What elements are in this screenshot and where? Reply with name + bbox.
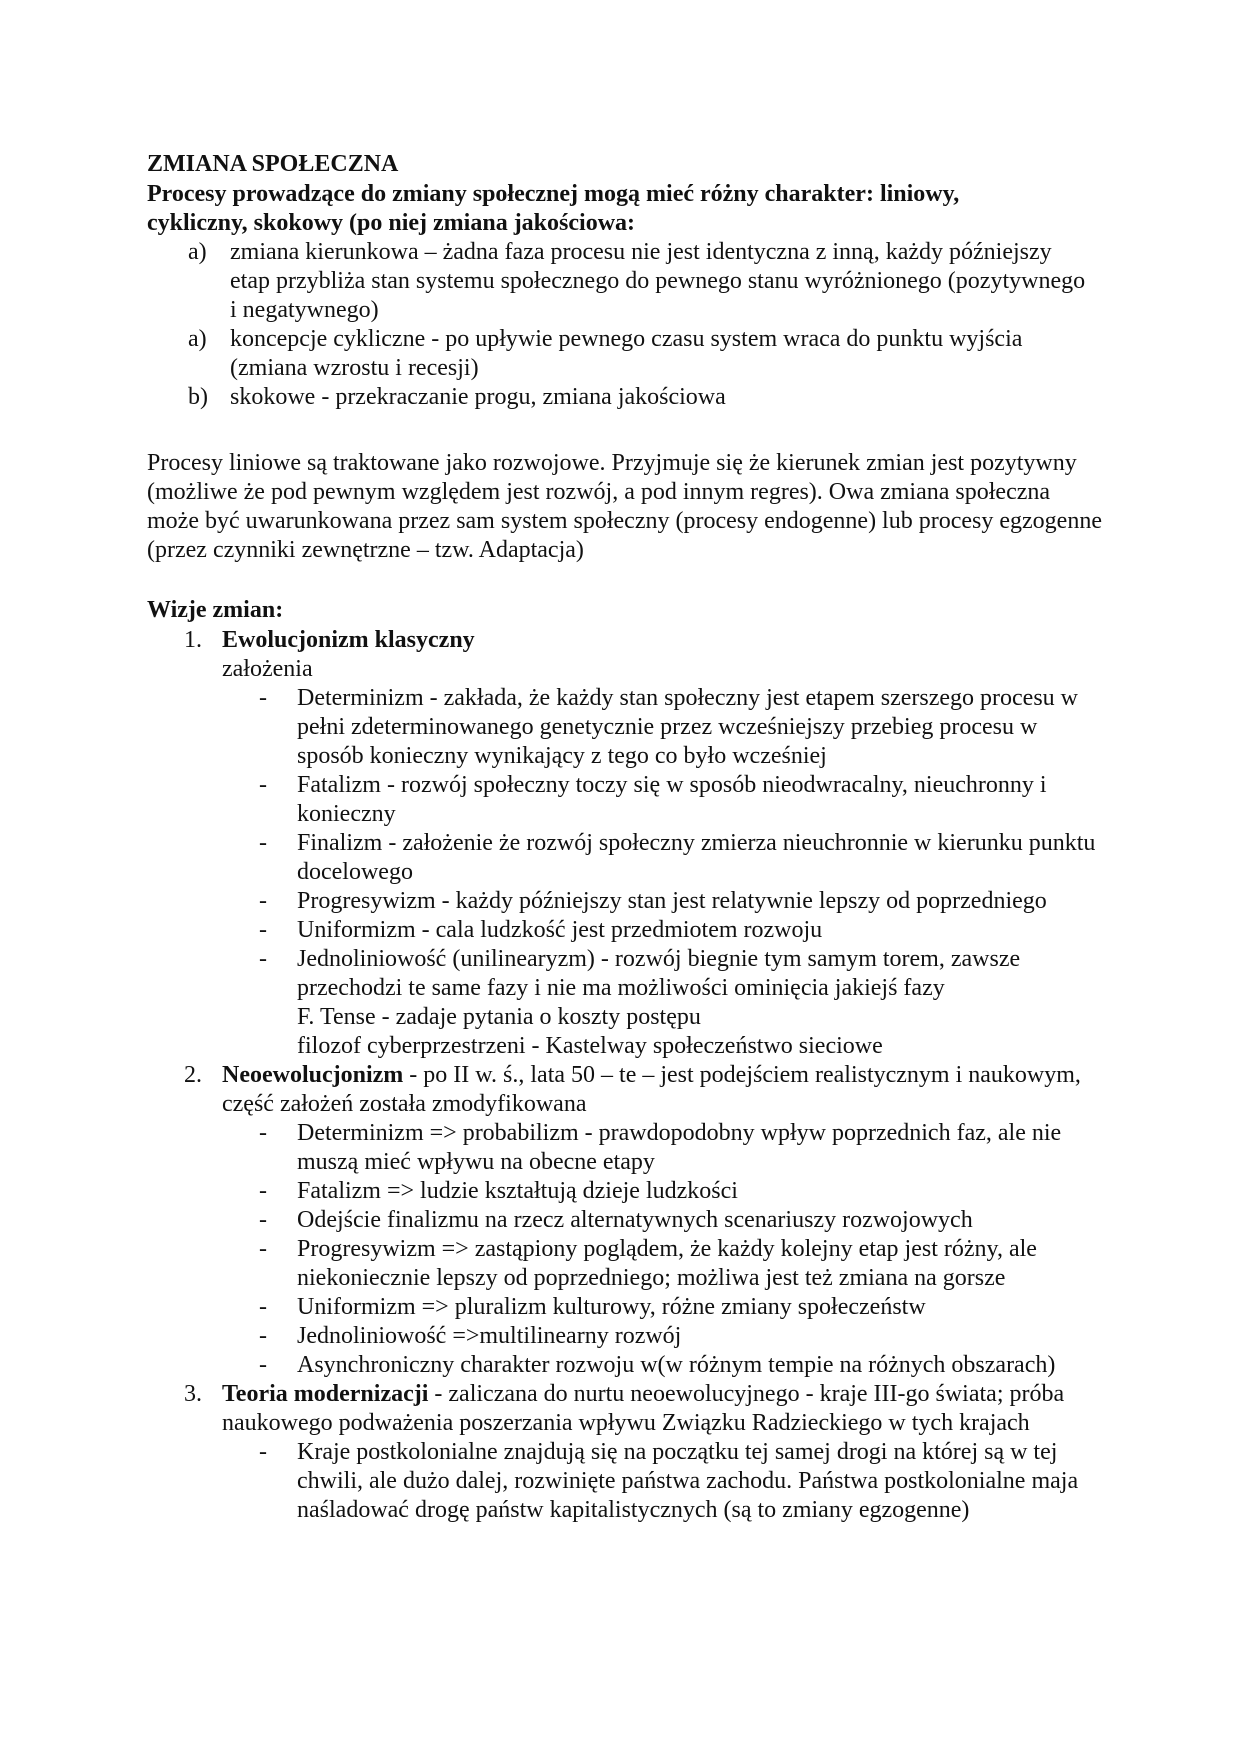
- list-item: [222, 1438, 1107, 1525]
- vision-item: [147, 1380, 1107, 1525]
- list-marker: a): [188, 239, 207, 265]
- list-item-text: skokowe - przekraczanie progu, zmiana jakościowa: [230, 384, 726, 410]
- list-item: [222, 1235, 1107, 1293]
- dash-marker: -: [259, 888, 267, 914]
- list-item: [222, 887, 1107, 916]
- list-item-text: Determinizm - zakłada, że każdy stan społeczny jest etapem szerszego procesu w pełni zdeterminowanego genetycznie przez wcześniejszy przebieg procesu w sposób konieczny wynikający z tego co było wcześniej: [297, 685, 1078, 769]
- intro-paragraph: Procesy prowadzące do zmiany społecznej mogą mieć różny charakter: liniowy, cykliczny, skokowy (po niej zmiana jakościowa:: [147, 181, 960, 236]
- dash-marker: -: [259, 1207, 267, 1233]
- list-item: [222, 829, 1107, 887]
- list-item-text: Progresywizm - każdy późniejszy stan jest relatywnie lepszy od poprzedniego: [297, 888, 1047, 914]
- list-item: [147, 383, 1097, 412]
- vision-name: Teoria modernizacji: [222, 1381, 429, 1407]
- assumptions-list: [222, 684, 1107, 1003]
- vision-name: Ewolucjonizm klasyczny: [222, 627, 475, 653]
- list-item-text: Fatalizm => ludzie kształtują dzieje ludzkości: [297, 1178, 738, 1204]
- linear-processes-paragraph: Procesy liniowe są traktowane jako rozwojowe. Przyjmuje się że kierunek zmian jest pozytywny (możliwe że pod pewnym względem jest rozwój, a pod innym regres). Owa zmiana społeczna może być uwarunkowana przez sam system społeczny (procesy endogenne) lub procesy egzogenne (przez czynniki zewnętrzne – tzw. Adaptacja): [147, 450, 1102, 563]
- list-item: [222, 916, 1107, 945]
- dash-marker: -: [259, 1294, 267, 1320]
- dash-marker: -: [259, 1323, 267, 1349]
- list-item: [222, 1177, 1107, 1206]
- list-item-text: Finalizm - założenie że rozwój społeczny zmierza nieuchronnie w kierunku punktu docelowego: [297, 830, 1096, 885]
- assumptions-list: [222, 1119, 1107, 1380]
- note-line: F. Tense - zadaje pytania o koszty postępu: [297, 1004, 701, 1030]
- assumptions-list: [222, 1438, 1107, 1525]
- dash-marker: -: [259, 1236, 267, 1262]
- dash-marker: -: [259, 1120, 267, 1146]
- list-item: [147, 325, 1097, 383]
- list-item-text: Fatalizm - rozwój społeczny toczy się w sposób nieodwracalny, nieuchronny i konieczny: [297, 772, 1047, 827]
- dash-marker: -: [259, 772, 267, 798]
- dash-marker: -: [259, 917, 267, 943]
- list-item-text: koncepcje cykliczne - po upływie pewnego czasu system wraca do punktu wyjścia (zmiana wzrostu i recesji): [230, 326, 1023, 381]
- visions-list: [147, 626, 1107, 1525]
- visions-heading: Wizje zmian:: [147, 597, 284, 623]
- dash-marker: -: [259, 830, 267, 856]
- list-item: [222, 771, 1107, 829]
- list-item-text: zmiana kierunkowa – żadna faza procesu nie jest identyczna z inną, każdy późniejszy etap przybliża stan systemu społecznego do pewnego stanu wyróżnionego (pozytywnego i negatywnego): [230, 239, 1086, 323]
- list-item: [147, 238, 1097, 325]
- document-title: ZMIANA SPOŁECZNA: [147, 151, 399, 177]
- vision-number: 3.: [184, 1381, 202, 1407]
- list-item: [222, 684, 1107, 771]
- vision-description: - po II w. ś., lata 50 – te – jest podejściem realistycznym i naukowym, część założeń została zmodyfikowana: [222, 1062, 1081, 1117]
- dash-marker: -: [259, 1178, 267, 1204]
- list-item-text: Uniformizm => pluralizm kulturowy, różne zmiany społeczeństw: [297, 1294, 926, 1320]
- list-item-text: Determinizm => probabilizm - prawdopodobny wpływ poprzednich faz, ale nie muszą mieć wpływu na obecne etapy: [297, 1120, 1062, 1175]
- list-marker: b): [188, 384, 208, 410]
- list-item: [222, 1293, 1107, 1322]
- list-item-text: Jednoliniowość =>multilinearny rozwój: [297, 1323, 682, 1349]
- list-item: [222, 1351, 1107, 1380]
- dash-marker: -: [259, 1352, 267, 1378]
- vision-name: Neoewolucjonizm: [222, 1062, 404, 1088]
- vision-number: 1.: [184, 627, 202, 653]
- list-item-text: Uniformizm - cala ludzkość jest przedmiotem rozwoju: [297, 917, 823, 943]
- dash-marker: -: [259, 685, 267, 711]
- list-item-text: Kraje postkolonialne znajdują się na początku tej samej drogi na której są w tej chwili, ale dużo dalej, rozwinięte państwa zachodu. Państwa postkolonialne maja naśladować drogę państw kapitalistycznych (są to zmiany egzogenne): [297, 1439, 1079, 1523]
- vision-item: [147, 626, 1107, 1061]
- change-types-list: [147, 238, 1097, 412]
- note-line: filozof cyberprzestrzeni - Kastelway społeczeństwo sieciowe: [297, 1033, 883, 1059]
- list-item-text: Progresywizm => zastąpiony poglądem, że każdy kolejny etap jest różny, ale niekoniecznie lepszy od poprzedniego; możliwa jest też zmiana na gorsze: [297, 1236, 1037, 1291]
- list-item: [222, 1119, 1107, 1177]
- dash-marker: -: [259, 1439, 267, 1465]
- list-item: [222, 1206, 1107, 1235]
- vision-description: - zaliczana do nurtu neoewolucyjnego - kraje III-go świata; próba naukowego podważenia poszerzania wpływu Związku Radzieckiego w tych krajach: [222, 1381, 1065, 1436]
- vision-sub-label: założenia: [222, 656, 313, 682]
- list-item-text: Asynchroniczny charakter rozwoju w(w różnym tempie na różnych obszarach): [297, 1352, 1056, 1378]
- list-item: [222, 945, 1107, 1003]
- list-item-text: Jednoliniowość (unilinearyzm) - rozwój biegnie tym samym torem, zawsze przechodzi te same fazy i nie ma możliwości ominięcia jakiejś fazy: [297, 946, 1021, 1001]
- vision-number: 2.: [184, 1062, 202, 1088]
- list-item-text: Odejście finalizmu na rzecz alternatywnych scenariuszy rozwojowych: [297, 1207, 973, 1233]
- vision-item: [147, 1061, 1107, 1380]
- dash-marker: -: [259, 946, 267, 972]
- list-marker: a): [188, 326, 207, 352]
- list-item: [222, 1322, 1107, 1351]
